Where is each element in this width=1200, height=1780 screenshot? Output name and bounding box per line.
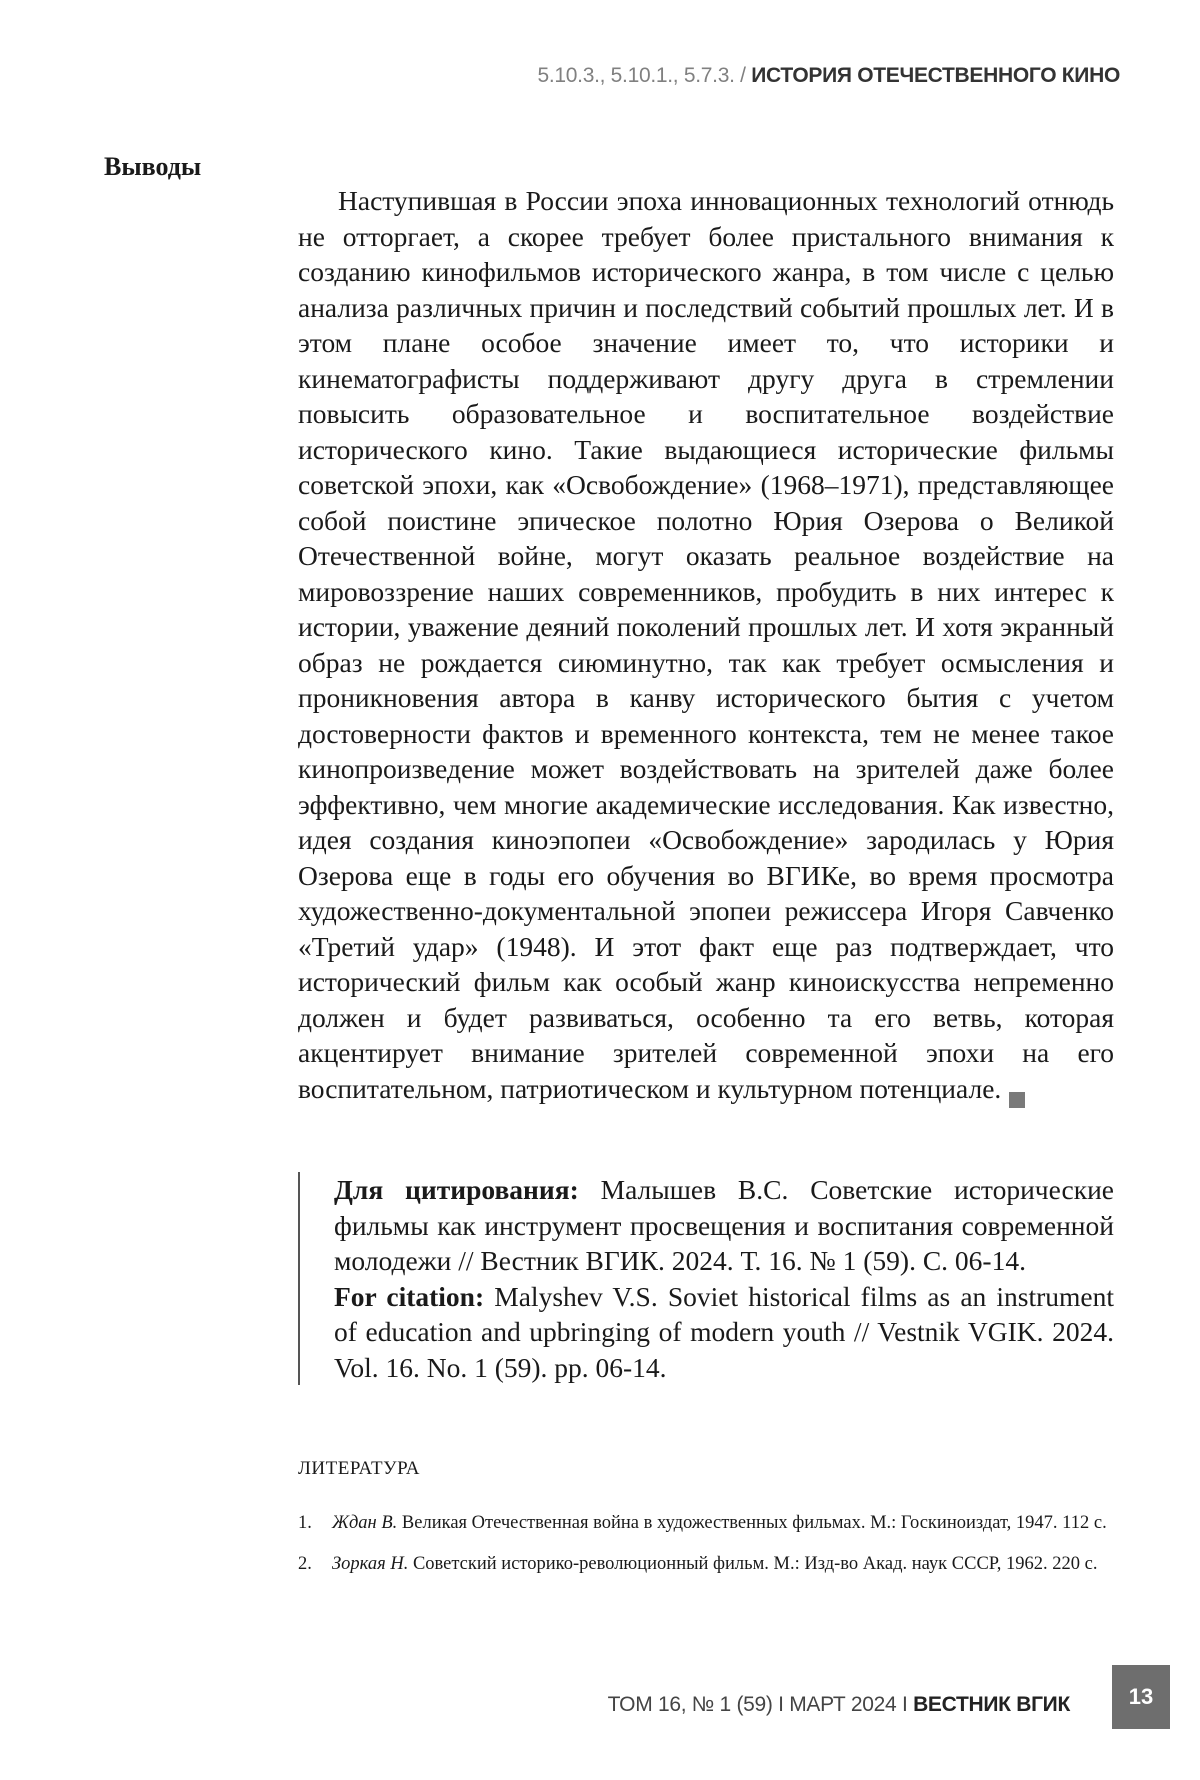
references-list: [298, 1505, 1114, 1587]
reference-number: 2.: [298, 1546, 312, 1583]
citation-ru-text: Малышев В.С. Советские исторические фильмы как инструмент просвещения и воспитания со­временной молодежи // Вестник ВГИК. 2024. Т. 16. № 1 (59). С. 06-14.: [334, 1174, 1114, 1276]
rubric-title: ИСТОРИЯ ОТЕЧЕСТВЕННОГО КИНО: [751, 64, 1120, 87]
issue-info: ТОМ 16, № 1 (59) I МАРТ 2024 I: [608, 1693, 908, 1716]
citation-block: [298, 1172, 1114, 1385]
section-title: Выводы: [104, 152, 201, 182]
citation-ru-label: Для цитирования:: [334, 1174, 579, 1205]
reference-author: Ждан В.: [332, 1513, 397, 1533]
running-head: [537, 64, 1120, 88]
body-paragraph-text: Наступившая в России эпоха инновационных технологий отнюдь не отторгает, а скорее требует более пристального вни­мания к созданию кинофильмов исторического жанра, в том числе с целью анализа различных причин и последствий со­бытий прошлых лет. И в этом плане особое значение имеет то, что историки и кинематографисты поддерживают другу друга в стремлении повысить образовательное и воспитательное воз­действие исторического кино. Такие выдающиеся исторические фильмы советской эпохи, как «Освобождение» (1968–1971), представляющее собой поистине эпическое полотно Юрия Озе­рова о Великой Отечественной войне, могут оказать реальное воздействие на мировоззрение наших современников, пробу­дить в них интерес к истории, уважение деяний поколений про­шлых лет. И хотя экранный образ не рождается сиюминутно, так как требует осмысления и проникновения автора в канву исторического бытия с учетом достоверности фактов и времен­ного контекста, тем не менее такое кинопроизведение может воздействовать на зрителей даже более эффективно, чем мно­гие академические исследования. Как известно, идея создания киноэпопеи «Освобождение» зародилась у Юрия Озерова еще в годы его обучения во ВГИКе, во время просмотра художе­ственно-документальной эпопеи режиссера Игоря Савченко «Третий удар» (1948). И этот факт еще раз подтверждает, что исторический фильм как особый жанр киноискусства непре­менно должен и будет развиваться, особенно та его ветвь, кото­рая акцентирует внимание зрителей современной эпохи на его воспитательном, патриотическом и культурном потенциале.: [298, 185, 1114, 1104]
reference-text: Советский историко-революционный фильм. М.: Изд-во Акад. наук СССР, 1962. 220 с.: [413, 1554, 1098, 1574]
citation-ru: [334, 1172, 1114, 1279]
reference-author: Зоркая Н.: [332, 1554, 408, 1574]
reference-number: 1.: [298, 1505, 312, 1542]
rubric-codes: 5.10.3., 5.10.1., 5.7.3. /: [537, 64, 745, 87]
page-footer: [608, 1693, 1070, 1717]
reference-text: Великая Отечественная война в художественных фильмах. М.: Госкиноиздат, 1947. 112 с.: [402, 1513, 1107, 1533]
body-paragraph: [298, 183, 1114, 1108]
journal-name: ВЕСТНИК ВГИК: [913, 1693, 1070, 1716]
citation-en-text: Malyshev V.S. Soviet historical films as an instrument of education and upbringing of modern youth // Vestnik VGIK. 2024. Vol. 16. No. 1 (59). pp. 06-14.: [334, 1281, 1114, 1383]
references-heading: ЛИТЕРАТУРА: [298, 1458, 420, 1480]
citation-en-label: For citation:: [334, 1281, 484, 1312]
end-of-article-mark: [1009, 1092, 1025, 1108]
reference-item: [298, 1546, 1114, 1583]
conclusions-text: [298, 183, 1114, 1108]
citation-en: [334, 1279, 1114, 1386]
reference-item: [298, 1505, 1114, 1542]
page-number: 13: [1112, 1665, 1170, 1729]
